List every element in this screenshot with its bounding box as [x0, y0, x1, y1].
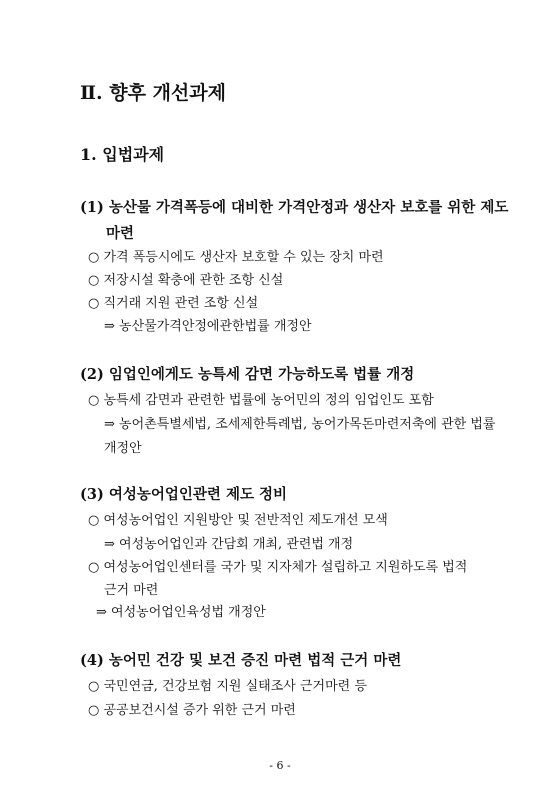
- item-1-line-2: ○ 저장시설 확충에 관한 조항 신설: [88, 273, 284, 288]
- section-title: 1. 입법과제: [80, 145, 165, 164]
- item-3-line-1: ○ 여성농어업인 지원방안 및 전반적인 제도개선 모색: [88, 513, 388, 528]
- item-3-line-2: ⇒ 여성농어업인과 간담회 개최, 관련법 개정: [104, 537, 354, 552]
- item-2-line-1: ○ 농특세 감면과 관련한 법률에 농어민의 정의 임업인도 포함: [88, 393, 434, 408]
- item-4-line-1: ○ 국민연금, 건강보험 지원 실태조사 근거마련 등: [88, 679, 367, 694]
- item-1-heading-line-1: (1) 농산물 가격폭등에 대비한 가격안정과 생산자 보호를 위한 제도: [80, 199, 509, 216]
- item-3-line-4: 근거 마련: [104, 583, 159, 598]
- item-3-line-3: ○ 여성농어업인센터를 국가 및 지자체가 설립하고 지원하도록 법적: [88, 560, 468, 575]
- item-2-heading-line-1: (2) 임업인에게도 농특세 감면 가능하도록 법률 개정: [80, 366, 415, 383]
- item-4-line-2: ○ 공공보건시설 증가 위한 근거 마련: [88, 703, 296, 718]
- item-1-heading-line-2: 마련: [106, 225, 135, 242]
- item-4-heading-line-1: (4) 농어민 건강 및 보건 증진 마련 법적 근거 마련: [80, 652, 402, 669]
- page-number: - 6 -: [269, 759, 291, 772]
- chapter-title: Ⅱ. 향후 개선과제: [80, 82, 226, 104]
- item-2-line-3: 개정안: [104, 441, 142, 456]
- item-2-line-2: ⇒ 농어촌특별세법, 조세제한특례법, 농어가목돈마련저축에 관한 법률: [104, 417, 496, 432]
- item-1-line-3: ○ 직거래 지원 관련 조항 신설: [88, 296, 259, 311]
- item-1-line-4: ⇒ 농산물가격안정에관한법률 개정안: [104, 319, 312, 334]
- item-3-line-5: ⇒ 여성농어업인육성법 개정안: [96, 605, 266, 620]
- item-3-heading-line-1: (3) 여성농어업인관련 제도 정비: [80, 486, 288, 503]
- item-1-line-1: ○ 가격 폭등시에도 생산자 보호할 수 있는 장치 마련: [88, 250, 384, 265]
